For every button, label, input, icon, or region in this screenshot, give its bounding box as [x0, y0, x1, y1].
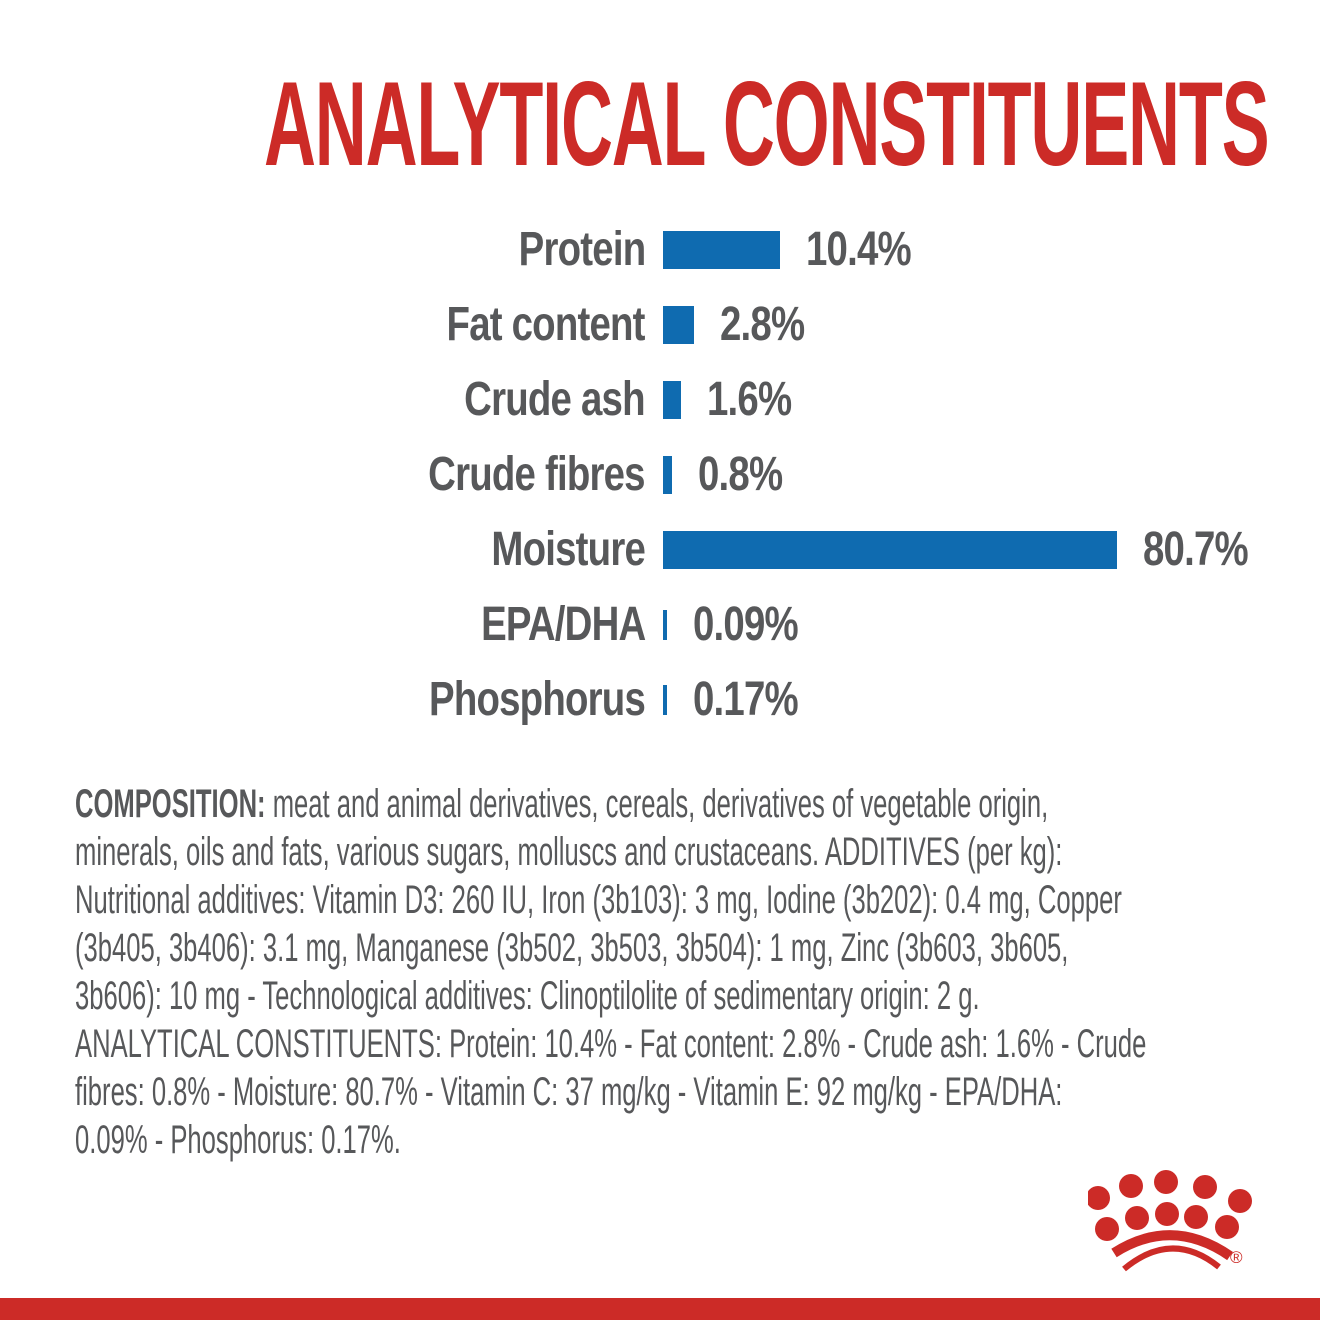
category-label: Fat content — [446, 298, 645, 351]
value-label: 0.8% — [698, 448, 783, 501]
composition-line: minerals, oils and fats, various sugars, molluscs and crustaceans. ADDITIVES (per kg): — [75, 830, 1063, 874]
composition-heading: COMPOSITION: — [75, 782, 266, 826]
chart-row — [75, 662, 1320, 737]
value-bar — [663, 381, 681, 419]
chart-row — [75, 437, 1320, 512]
bottom-red-stripe — [0, 1298, 1320, 1320]
bar-wrap — [663, 372, 812, 427]
chart-row — [75, 512, 1320, 587]
value-label: 0.17% — [693, 673, 798, 726]
value-bar — [663, 306, 694, 344]
category-label: Crude fibres — [428, 448, 645, 501]
composition-line: COMPOSITION: meat and animal derivatives, cereals, derivatives of vegetable origin, — [75, 782, 1049, 826]
chart-row — [75, 212, 1320, 287]
value-bar — [663, 610, 667, 640]
value-label: 80.7% — [1143, 523, 1248, 576]
composition-line: 3b606): 10 mg - Technological additives: Clinoptilolite of sedimentary origin: 2 g. — [75, 974, 980, 1018]
bar-wrap — [663, 447, 803, 502]
bar-wrap — [663, 672, 824, 727]
value-bar — [663, 531, 1117, 569]
composition-text — [75, 780, 1320, 1164]
composition-line: Nutritional additives: Vitamin D3: 260 IU, Iron (3b103): 3 mg, Iodine (3b202): 0.4 mg, Copper — [75, 878, 1122, 922]
composition-line: fibres: 0.8% - Moisture: 80.7% - Vitamin C: 37 mg/kg - Vitamin E: 92 mg/kg - EPA/DHA: — [75, 1070, 1063, 1114]
crown-swoosh — [1114, 1235, 1230, 1269]
chart-row — [75, 287, 1320, 362]
value-label: 0.09% — [693, 598, 798, 651]
bar-wrap — [663, 222, 937, 277]
value-bar — [663, 456, 672, 494]
composition-line: (3b405, 3b406): 3.1 mg, Manganese (3b502, 3b503, 3b504): 1 mg, Zinc (3b603, 3b605, — [75, 926, 1069, 970]
bar-wrap — [663, 597, 824, 652]
composition-line: ANALYTICAL CONSTITUENTS: Protein: 10.4% - Fat content: 2.8% - Crude ash: 1.6% - Crude — [75, 1022, 1147, 1066]
value-bar — [663, 685, 667, 715]
royal-canin-crown-logo — [1088, 1158, 1288, 1298]
chart-row — [75, 587, 1320, 662]
bar-wrap — [663, 522, 1274, 577]
category-label: Moisture — [491, 523, 645, 576]
bar-wrap — [663, 297, 825, 352]
category-label: Protein — [518, 223, 645, 276]
page-title: ANALYTICAL CONSTITUENTS — [263, 57, 1269, 191]
category-label: EPA/DHA — [480, 598, 645, 651]
value-label: 1.6% — [707, 373, 792, 426]
category-label: Crude ash — [464, 373, 645, 426]
chart-row — [75, 362, 1320, 437]
composition-line: 0.09% - Phosphorus: 0.17%. — [75, 1118, 401, 1162]
constituents-chart — [75, 212, 1320, 737]
value-label: 10.4% — [806, 223, 911, 276]
value-label: 2.8% — [720, 298, 805, 351]
value-bar — [663, 231, 780, 269]
registered-trademark-icon: ® — [1230, 1248, 1243, 1267]
category-label: Phosphorus — [428, 673, 645, 726]
